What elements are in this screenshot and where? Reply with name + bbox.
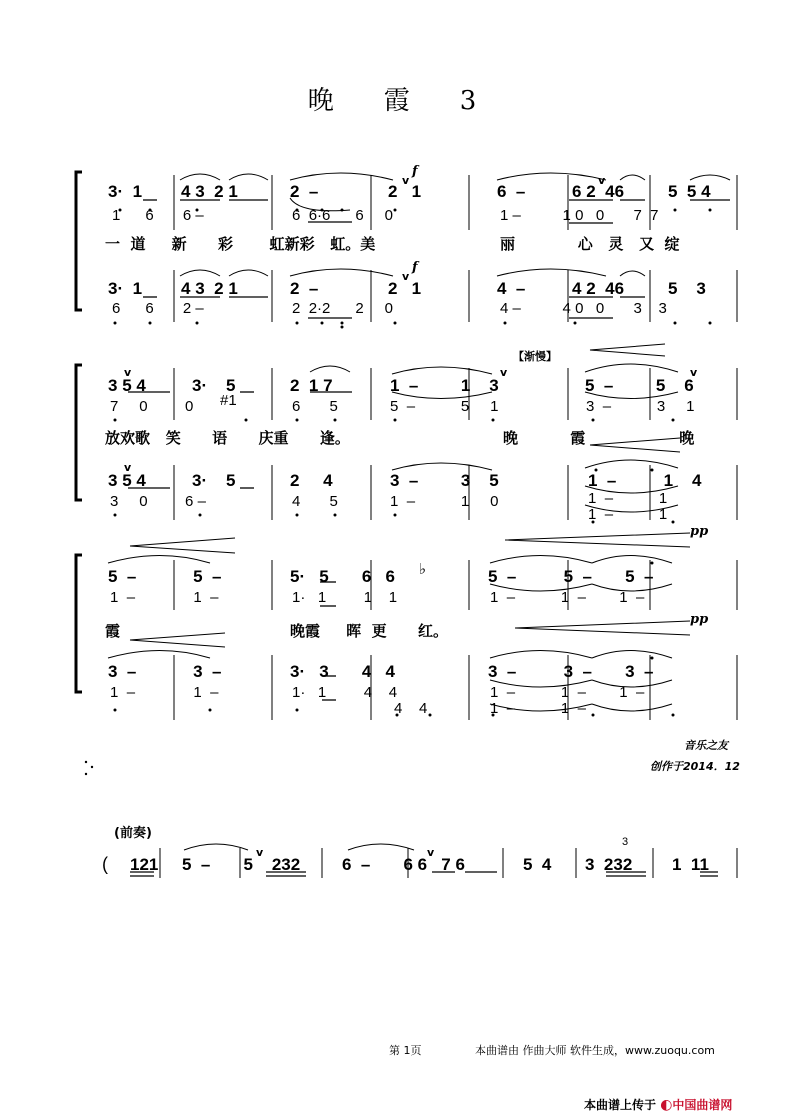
breath-mark: v <box>402 174 410 187</box>
s3-bottom-melody-b: 3· 3 4 4 <box>290 662 395 681</box>
triplet-mark: 3 <box>622 836 629 848</box>
s2-sharp: #1 <box>220 392 237 409</box>
s2-bottom-harmony-d: 1 – 1 <box>588 490 668 507</box>
intro-notes-b: 5 – 5 232 <box>182 855 301 874</box>
bracket-system-3 <box>76 555 82 692</box>
breath-mark: v <box>690 366 698 379</box>
s1-harmony-a: 1 6 6 – <box>112 207 204 224</box>
watermark-logo: 中国曲谱网 <box>672 1098 733 1112</box>
s2-bottom-melody-e: 1 – 1 4 <box>588 471 702 490</box>
s2-bottom-melody-c: 2 4 <box>290 471 333 490</box>
s2-lyrics-2: 晚 霞 晚 <box>503 429 695 447</box>
s3-melody-b: 5· 5 6 6 <box>290 567 395 586</box>
dynamic-pp-bottom: pp <box>690 612 709 627</box>
s2-melody-e: 5 – 5 6 <box>585 376 694 395</box>
s1-bottom-melody-e: 4 – <box>497 279 526 298</box>
s1-m6-melody: 6 2 46 <box>572 182 625 201</box>
s2-bottom-melody-a: 3 5 4 <box>108 471 146 490</box>
s1-m4-melody: 2 1 <box>388 182 422 201</box>
s1-bottom-melody-b: 4 3 2 1 <box>181 279 238 298</box>
s2-harmony-d: 3 – 3 1 <box>586 398 695 415</box>
intro-notes-f: 1 11 <box>672 855 709 874</box>
intro-notes-d: 5 4 <box>523 855 552 874</box>
s1-harmony-c: 1 – 1 0 0 7 7 <box>500 207 659 224</box>
s1-bottom-melody-c: 2 – <box>290 279 319 298</box>
s2-bottom-harmony-a: 3 0 6 – <box>110 493 206 510</box>
s2-lyrics: 放欢歌 笑 语 庆重 逢。 <box>105 429 350 447</box>
s3-bottom-harmony-c: 1 – 1 – 1 – <box>490 684 645 701</box>
s2-bottom-melody-d: 3 – 3 5 <box>390 471 499 490</box>
footer-generator: 本曲谱由 作曲大师 软件生成，www.zuoqu.com <box>475 1044 715 1057</box>
intro-open-paren: ( <box>102 854 108 874</box>
s1-m5-melody: 6 – <box>497 182 526 201</box>
s2-melody-a: 3 5 4 <box>108 376 146 395</box>
s1-bottom-harmony-a: 6 6 2 – <box>112 300 204 317</box>
s1-bottom-melody-f: 4 2 46 <box>572 279 625 298</box>
s1-bottom-melody-a: 3· 1 <box>108 279 143 298</box>
s2-harmony-a: 7 0 0 <box>110 398 194 415</box>
watermark-text: 本曲谱上传于 <box>584 1098 657 1112</box>
s2-bottom-harmony-c: 1 – 1 0 <box>390 493 499 510</box>
s1-bottom-melody-g: 5 3 <box>668 279 706 298</box>
tempo-mark-rit: 【渐慢】 <box>513 350 557 363</box>
breath-mark: v <box>598 174 606 187</box>
s1-lyrics-2: 丽 心 灵 又 绽 <box>500 235 680 253</box>
s1-m7-melody: 5 5 4 <box>668 182 711 201</box>
s3-bottom-harmony-b: 1· 1 4 4 <box>292 684 398 701</box>
s2-harmony-c: 5 – 5 1 <box>390 398 499 415</box>
breath-mark: v <box>256 846 264 859</box>
credit-date: 创作于2014．12 <box>650 760 740 773</box>
s3-lyrics: 霞 <box>105 622 121 640</box>
breath-mark: v <box>124 366 132 379</box>
s3-harmony-c: 1 – 1 – 1 – <box>490 589 645 606</box>
footer-page-number: 第 1页 <box>389 1044 422 1057</box>
dynamic-f-bottom: f <box>412 260 418 275</box>
s1-lyrics: 一 道 新 彩 虹新彩 虹。美 <box>105 235 376 253</box>
s2-bottom-melody-b: 3· 5 <box>192 471 236 490</box>
s1-m3-melody: 2 – <box>290 182 319 201</box>
intro-notes-e: 3 232 <box>585 855 633 874</box>
title-char-2: 霞 <box>383 86 416 116</box>
s1-bottom-harmony-c: 4 – 4 0 0 3 3 <box>500 300 667 317</box>
s3-bottom-harmony-d: 4 4 <box>394 700 428 717</box>
breath-mark: v <box>500 366 508 379</box>
breath-mark: v <box>427 846 435 859</box>
bracket-system-1 <box>76 172 82 310</box>
s3-melody-c: 5 – 5 – 5 – <box>488 567 654 586</box>
s2-melody-d: 1 – 1 3 <box>390 376 499 395</box>
dynamic-pp-top: pp <box>690 524 709 539</box>
watermark <box>584 1096 732 1113</box>
s3-bottom-harmony-e: 1 – 1 – <box>490 700 586 717</box>
bracket-system-2 <box>76 365 82 500</box>
dynamic-f-top: f <box>412 164 418 179</box>
intro-label: (前奏) <box>114 826 152 841</box>
s3-melody: 5 – 5 – <box>108 567 222 586</box>
s1-bottom-harmony-b: 2 2·2 2 0 <box>292 300 393 317</box>
title-number: 3 <box>459 86 483 116</box>
flat-sign: ♭ <box>419 561 427 578</box>
s3-lyrics-2: 晚霞 晖 更 红。 <box>290 622 449 640</box>
s2-bottom-harmony-b: 4 5 <box>292 493 338 510</box>
s2-melody-b: 3· 5 <box>192 376 236 395</box>
breath-mark: v <box>402 270 410 283</box>
s1-harmony-b: 6 6·6 6 0 <box>292 207 393 224</box>
title-char-1: 晚 <box>307 86 340 116</box>
intro-notes-a: 121 <box>130 855 159 874</box>
s3-bottom-melody: 3 – 3 – <box>108 662 222 681</box>
s1-bottom-melody-d: 2 1 <box>388 279 422 298</box>
logo-icon: ◐ <box>660 1097 673 1113</box>
s2-harmony-b: 6 5 <box>292 398 338 415</box>
s3-bottom-harmony: 1 – 1 – <box>110 684 219 701</box>
s3-harmony-b: 1· 1 1 1 <box>292 589 398 606</box>
s1-m1-melody: 3· 1 <box>108 182 143 201</box>
s3-harmony: 1 – 1 – <box>110 589 219 606</box>
breath-mark: v <box>124 461 132 474</box>
intro-notes-c: 6 – 6 6 7 6 <box>342 855 465 874</box>
s1-m2-melody: 4 3 2 1 <box>181 182 238 201</box>
credit-author: 音乐之友 <box>684 739 728 752</box>
s2-melody-c: 2 1 7 <box>290 376 333 395</box>
s2-bottom-harmony-e: 1 – 1 <box>588 506 668 523</box>
s3-bottom-melody-c: 3 – 3 – 3 – <box>488 662 654 681</box>
